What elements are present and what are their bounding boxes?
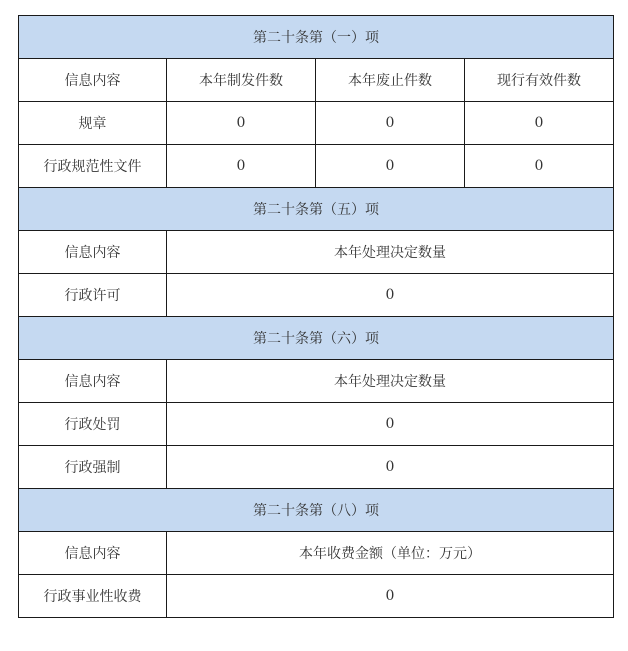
issued-count-value: 0: [167, 145, 316, 188]
section-header-row: [19, 317, 614, 360]
repealed-count-value: 0: [316, 102, 465, 145]
table-row: [19, 575, 614, 618]
valid-count-header: 现行有效件数: [465, 59, 614, 102]
info-content-header: 信息内容: [19, 532, 167, 575]
info-content-header: 信息内容: [19, 231, 167, 274]
section-title: 第二十条第（八）项: [19, 489, 614, 532]
column-header-row: [19, 360, 614, 403]
repealed-count-header: 本年废止件数: [316, 59, 465, 102]
row-label: 行政事业性收费: [19, 575, 167, 618]
table-row: [19, 102, 614, 145]
section-title: 第二十条第（六）项: [19, 317, 614, 360]
valid-count-value: 0: [465, 145, 614, 188]
decision-count-header: 本年处理决定数量: [167, 360, 614, 403]
valid-count-value: 0: [465, 102, 614, 145]
row-label: 行政规范性文件: [19, 145, 167, 188]
table-row: [19, 446, 614, 489]
column-header-row: [19, 59, 614, 102]
table-row: [19, 403, 614, 446]
disclosure-table: [18, 15, 614, 618]
row-label: 规章: [19, 102, 167, 145]
row-label: 行政强制: [19, 446, 167, 489]
info-content-header: 信息内容: [19, 59, 167, 102]
decision-count-value: 0: [167, 403, 614, 446]
table-row: [19, 145, 614, 188]
decision-count-value: 0: [167, 446, 614, 489]
table-row: [19, 274, 614, 317]
section-header-row: [19, 489, 614, 532]
section-header-row: [19, 16, 614, 59]
fee-amount-value: 0: [167, 575, 614, 618]
section-header-row: [19, 188, 614, 231]
row-label: 行政许可: [19, 274, 167, 317]
column-header-row: [19, 532, 614, 575]
repealed-count-value: 0: [316, 145, 465, 188]
info-content-header: 信息内容: [19, 360, 167, 403]
issued-count-header: 本年制发件数: [167, 59, 316, 102]
row-label: 行政处罚: [19, 403, 167, 446]
column-header-row: [19, 231, 614, 274]
decision-count-value: 0: [167, 274, 614, 317]
fee-amount-header: 本年收费金额（单位：万元）: [167, 532, 614, 575]
section-title: 第二十条第（一）项: [19, 16, 614, 59]
section-title: 第二十条第（五）项: [19, 188, 614, 231]
issued-count-value: 0: [167, 102, 316, 145]
decision-count-header: 本年处理决定数量: [167, 231, 614, 274]
